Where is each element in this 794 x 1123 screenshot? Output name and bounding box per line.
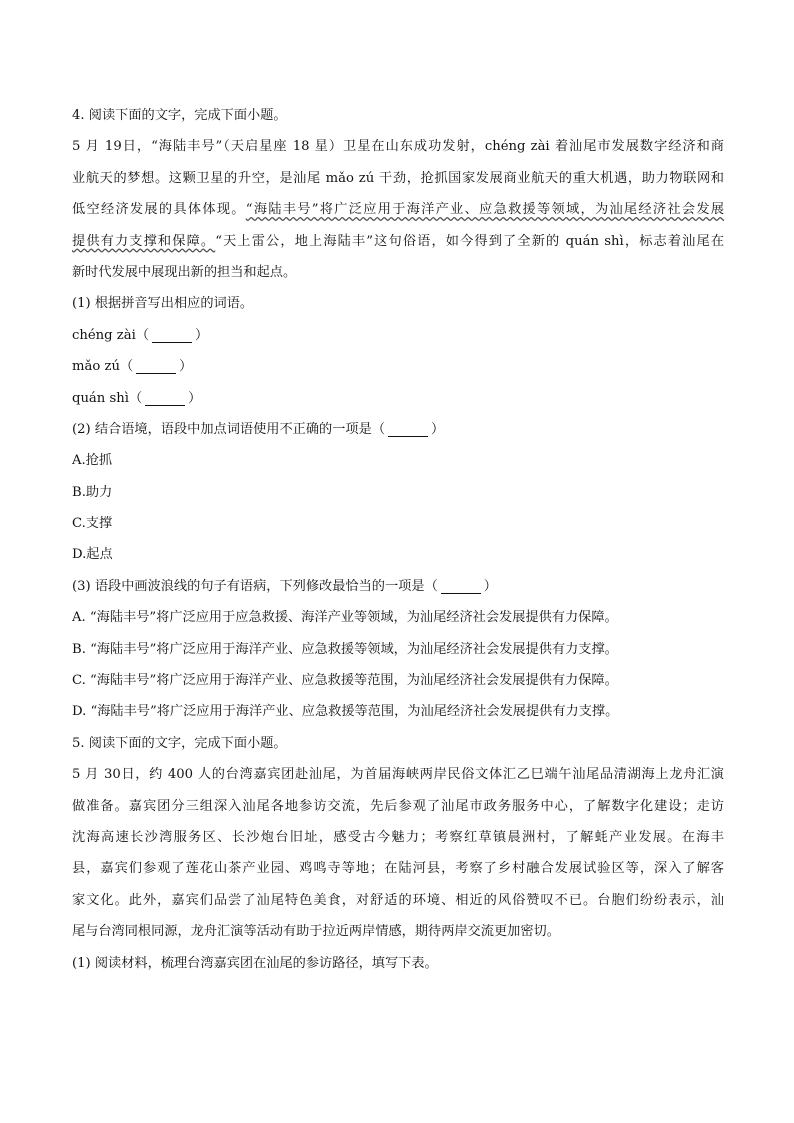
q5-paragraph-line-2: 做准备。嘉宾团分三组深入汕尾各地参访交流，先后参观了汕尾市政务服务中心，了解数字化建设；走访 xyxy=(72,798,724,814)
answer-blank[interactable] xyxy=(388,422,428,437)
answer-blank[interactable] xyxy=(152,328,192,343)
q5-title: 5. 阅读下面的文字，完成下面小题。 xyxy=(72,735,287,751)
answer-blank[interactable] xyxy=(145,391,185,406)
pinyin-item-3: quán shì（ ） xyxy=(72,390,202,406)
q5-paragraph-line-6: 尾与台湾同根同源，龙舟汇演等活动有助于拉近两岸情感，期待两岸交流更加密切。 xyxy=(72,924,560,940)
q4-sub3-option-b: B. “海陆丰号”将广泛应用于海洋产业、应急救援等领域，为汕尾经济社会发展提供有力支撑。 xyxy=(72,641,618,657)
q5-paragraph-line-3: 沈海高速长沙湾服务区、长沙炮台旧址，感受古今魅力；考察红草镇晨洲村，了解蚝产业发展。在海丰 xyxy=(72,829,724,845)
answer-blank[interactable] xyxy=(441,579,481,594)
q4-sub1-prompt: (1) 根据拼音写出相应的词语。 xyxy=(72,296,254,312)
q4-text-plain: “天上雷公，地上海陆丰”这句俗语，如今得到了全新的 quán shì，标志着汕尾在 xyxy=(215,233,725,249)
pinyin-item-1: chéng zài（ ） xyxy=(72,327,209,343)
q4-sub2-option-d: D.起点 xyxy=(72,547,113,563)
document-page xyxy=(72,100,724,979)
q4-title: 4. 阅读下面的文字，完成下面小题。 xyxy=(72,108,287,123)
q4-wavy-sentence-part-2: 提供有力支撑和保障。 xyxy=(72,233,216,249)
q5-sub1-prompt: (1) 阅读材料，梳理台湾嘉宾团在汕尾的参访路径，填写下表。 xyxy=(72,955,438,971)
q4-sub3-option-a: A. “海陆丰号”将广泛应用于应急救援、海洋产业等领域，为汕尾经济社会发展提供有力保障。 xyxy=(72,610,618,626)
q4-sub3-option-d: D. “海陆丰号”将广泛应用于海洋产业、应急救援等范围，为汕尾经济社会发展提供有力支撑。 xyxy=(72,704,619,720)
q4-sub2-option-a: A.抢抓 xyxy=(72,453,113,469)
q4-paragraph-line-1: 5 月 19日，“海陆丰号”（天启星座 18 星）卫星在山东成功发射，chéng zài 着汕尾市发展数字经济和商 xyxy=(72,139,724,155)
answer-blank[interactable] xyxy=(136,359,176,374)
q4-sub2-prompt: (2) 结合语境，语段中加点词语使用不正确的一项是（ ） xyxy=(72,421,445,437)
q4-sub3-prompt: (3) 语段中画波浪线的句子有语病，下列修改最恰当的一项是（ ） xyxy=(72,578,497,594)
q4-sub2-option-b: B.助力 xyxy=(72,484,113,500)
q4-paragraph-line-3 xyxy=(72,194,724,225)
q4-wavy-sentence-part-1: “海陆丰号”将广泛应用于海洋产业、应急救援等领域，为汕尾经济社会发展 xyxy=(245,202,725,218)
q5-paragraph-line-4: 县，嘉宾们参观了莲花山茶产业园、鸡鸣寺等地；在陆河县，考察了乡村融合发展试验区等，深入了解客 xyxy=(72,861,724,877)
q5-paragraph-line-1: 5 月 30日，约 400 人的台湾嘉宾团赴汕尾，为首届海峡两岸民俗文体汇乙巳端午汕尾品清湖海上龙舟汇演 xyxy=(72,767,724,783)
pinyin-item-2: mǎo zú（ ） xyxy=(72,359,193,375)
q4-paragraph-line-4 xyxy=(72,226,724,257)
q4-text-plain: 低空经济发展的具体体现。 xyxy=(72,202,246,218)
q4-sub3-option-c: C. “海陆丰号”将广泛应用于海洋产业、应急救援等范围，为汕尾经济社会发展提供有力保障。 xyxy=(72,673,618,689)
q5-paragraph-line-5: 家文化。此外，嘉宾们品尝了汕尾特色美食，对舒适的环境、相近的风俗赞叹不已。台胞们纷纷表示，汕 xyxy=(72,892,724,908)
q4-paragraph-line-5: 新时代发展中展现出新的担当和起点。 xyxy=(72,264,297,280)
q4-paragraph-line-2: 业航天的梦想。这颗卫星的升空，是汕尾 mǎo zú 干劲，抢抓国家发展商业航天的重大机遇，助力物联网和 xyxy=(72,170,724,186)
q4-sub2-option-c: C.支撑 xyxy=(72,516,113,532)
